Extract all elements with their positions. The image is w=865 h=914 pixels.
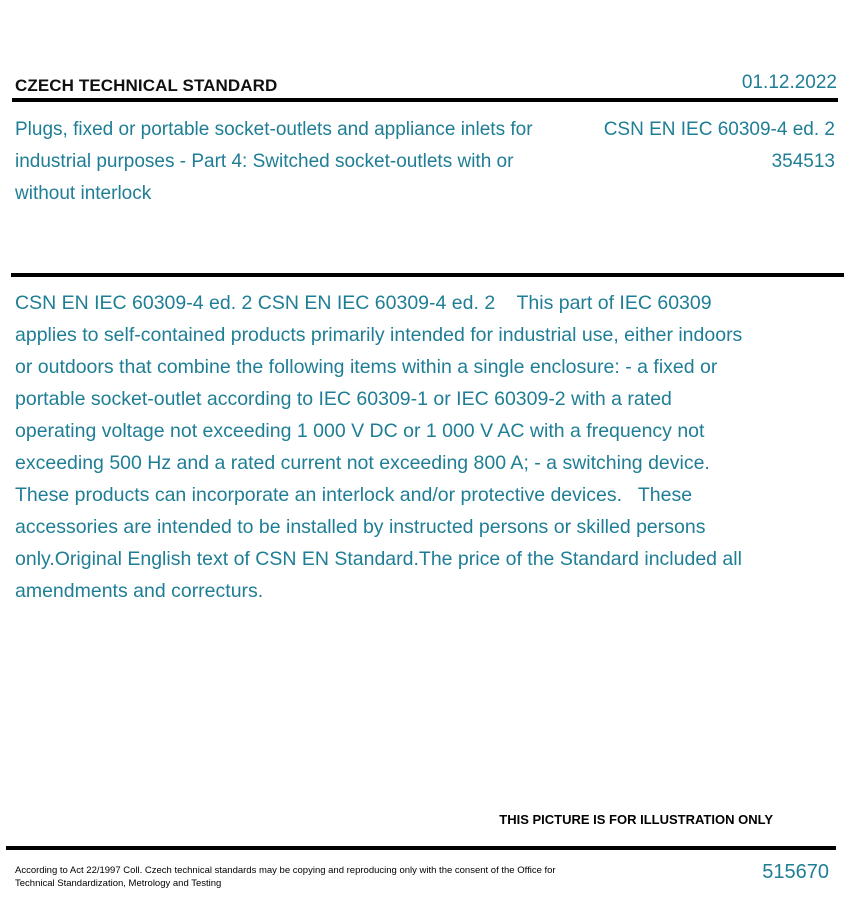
standard-code-block — [604, 114, 835, 178]
title-rule — [11, 273, 844, 277]
standard-designation: CSN EN IEC 60309-4 ed. 2 — [603, 119, 835, 140]
header-rule — [12, 98, 838, 102]
footer-rule — [6, 846, 836, 850]
standard-title: Plugs, fixed or portable socket-outlets and appliance inlets for industrial purposes - Part 4: Switched socket-outlets with or without interlock — [15, 119, 533, 204]
publication-date: 01.12.2022 — [741, 72, 837, 93]
standard-description: CSN EN IEC 60309-4 ed. 2 CSN EN IEC 60309-4 ed. 2 This part of IEC 60309 applies to self-contained products primarily intended for industrial use, either indoors or outdoors that combine the following items within a single enclosure: - a fixed or portable socket-outlet according to IEC 60309-1 or IEC 60309-2 with a rated operating voltage not exceeding 1 000 V DC or 1 000 V AC with a frequency not exceeding 500 Hz and a rated current not exceeding 800 A; - a switching device. These products can incorporate an interlock and/or protective devices. These accessories are intended to be installed by instructed persons or skilled persons only.Original English text of CSN EN Standard.The price of the Standard included all amendments and correcturs. — [15, 292, 748, 602]
header-label: CZECH TECHNICAL STANDARD — [15, 76, 278, 95]
legal-note: According to Act 22/1997 Coll. Czech technical standards may be copying and reproducing only with the consent of the Office for Technical Standardization, Metrology and Testing — [15, 865, 556, 889]
catalog-number: 354513 — [771, 151, 835, 172]
illustration-disclaimer: THIS PICTURE IS FOR ILLUSTRATION ONLY — [499, 812, 773, 827]
document-id: 515670 — [762, 861, 829, 883]
